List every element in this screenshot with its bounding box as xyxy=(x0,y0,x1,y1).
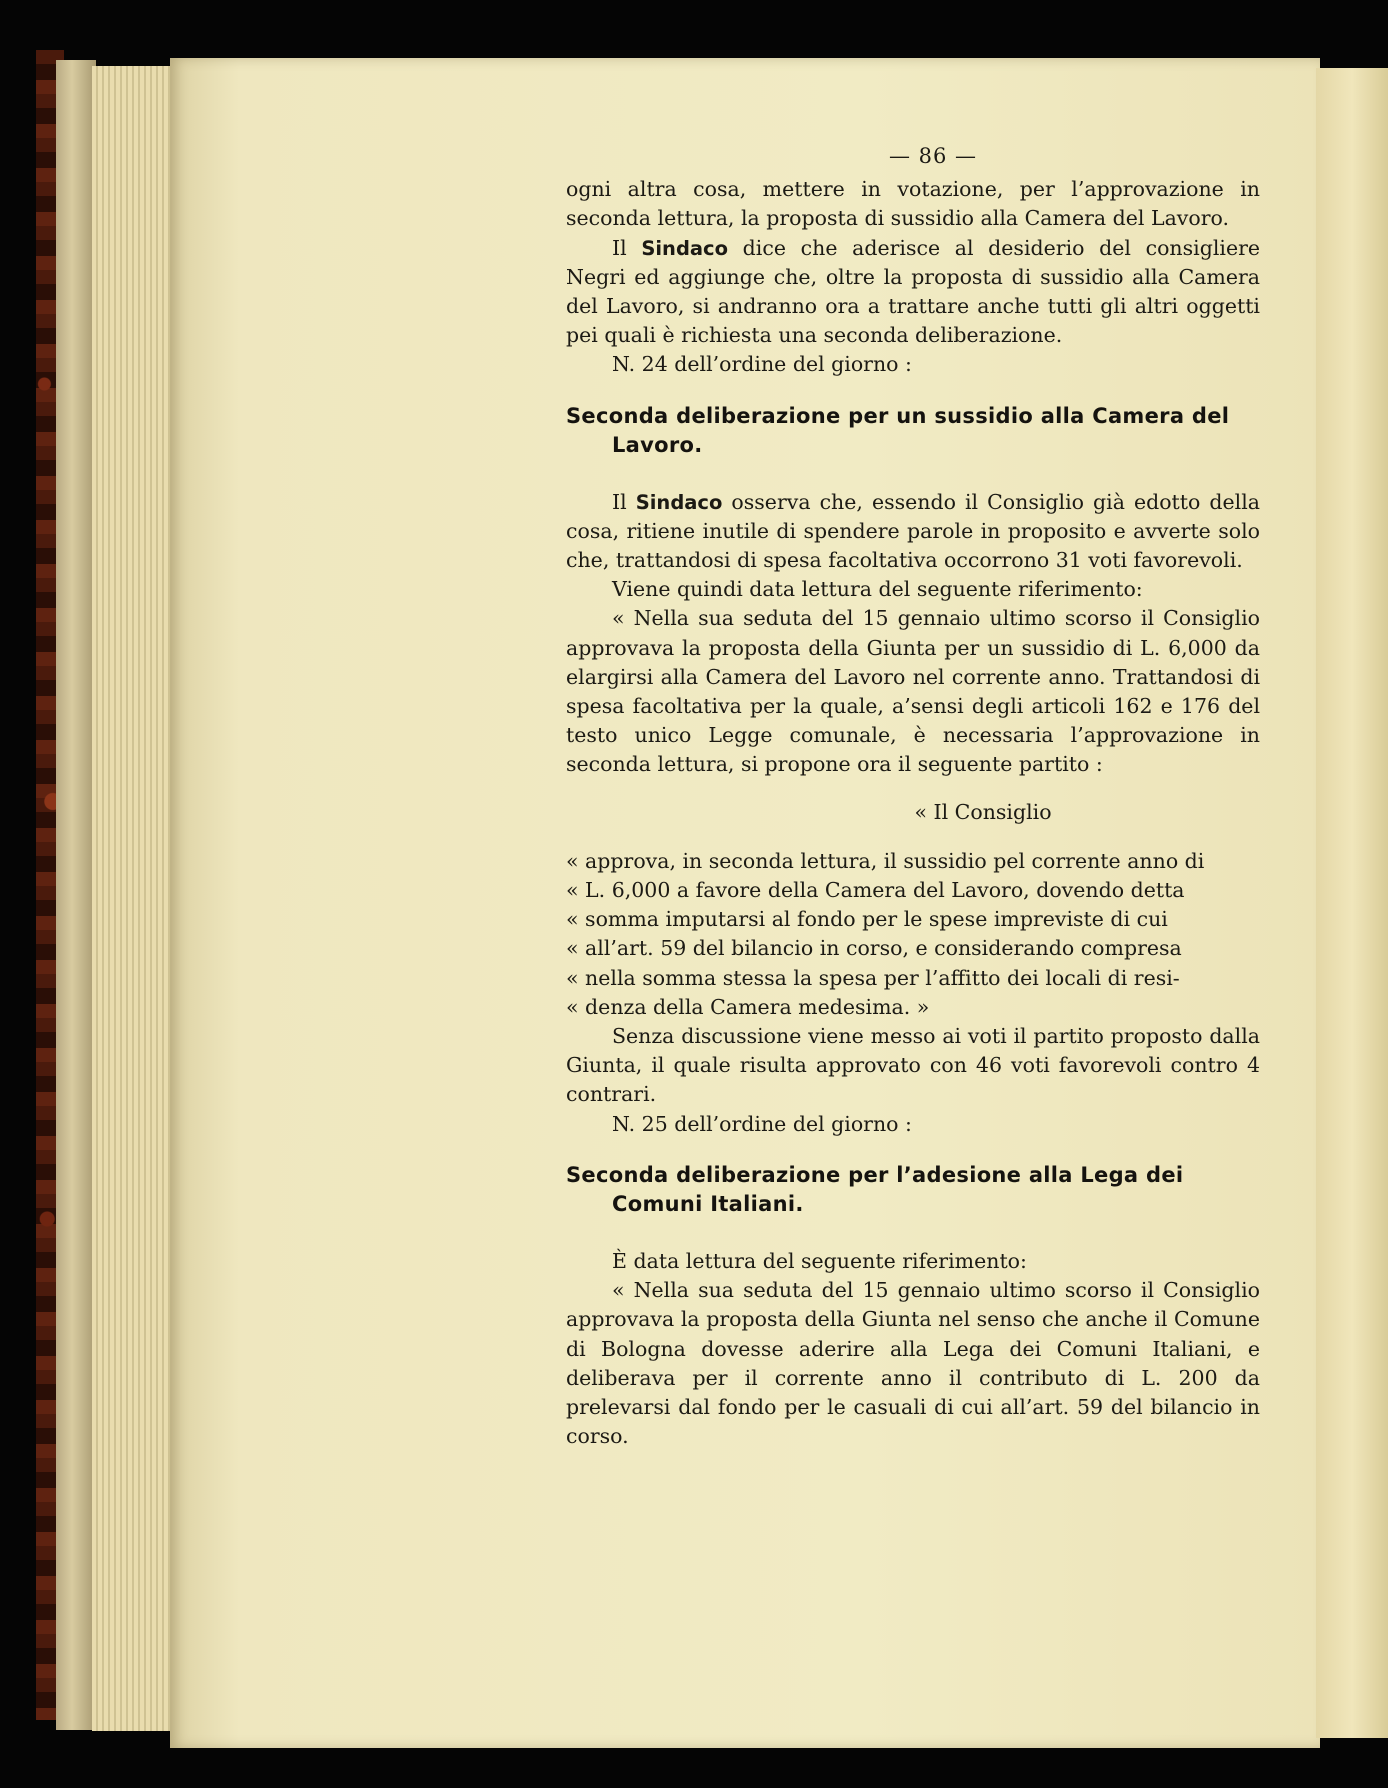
quote-line-3: « somma imputarsi al fondo per le spese impreviste di cui xyxy=(566,907,1168,932)
paragraph-2 xyxy=(566,234,1260,351)
facing-page-edge xyxy=(1316,68,1388,1738)
paragraph-1: ogni altra cosa, mettere in votazione, per l’approvazione in seconda lettura, la proposta di sussidio alla Camera del Lavoro. xyxy=(566,177,1260,231)
paragraph-2-rest: dice che aderisce al desiderio del consigliere Negri ed aggiunge che, oltre la proposta di sussidio alla Camera del Lavoro, si andranno ora a trattare anche tutti gli altri oggetti pei quali è richiesta una seconda deliberazione. xyxy=(566,235,1261,348)
page-number: — 86 — xyxy=(888,144,978,168)
book-spine xyxy=(56,60,96,1730)
paragraph-8: N. 25 dell’ordine del giorno : xyxy=(612,1111,912,1136)
quote-line-2: « L. 6,000 a favore della Camera del Lavoro, dovendo detta xyxy=(566,878,1185,903)
section-heading-1: Seconda deliberazione per un sussidio alla Camera del Lavoro. xyxy=(566,403,1230,457)
paragraph-4-prefix: Il xyxy=(612,489,636,514)
paragraph-4-rest: osserva che, essendo il Consiglio già edotto della cosa, ritiene inutile di spendere parole in proposito e avverte solo che, trattandosi di spesa facoltativa occorrono 31 voti favorevoli. xyxy=(566,489,1260,573)
paragraph-6: « Nella sua seduta del 15 gennaio ultimo scorso il Consiglio approvava la proposta della Giunta per un sussidio di L. 6,000 da elargirsi alla Camera del Lavoro nel corrente anno. Trattandosi di spesa facoltativa per la quale, a’sensi degli articoli 162 e 176 del testo unico Legge comunale, è necessaria l’approvazione in seconda lettura, si propone ora il seguente partito : xyxy=(566,606,1260,777)
paragraph-2-prefix: Il xyxy=(612,235,642,260)
quote-line-6: « denza della Camera medesima. » xyxy=(566,994,930,1019)
quote-line-4: « all’art. 59 del bilancio in corso, e considerando compresa xyxy=(566,936,1182,961)
section-heading-2: Seconda deliberazione per l’adesione alla Lega dei Comuni Italiani. xyxy=(566,1162,1184,1216)
sindaco-name: Sindaco xyxy=(641,236,729,260)
sindaco-name: Sindaco xyxy=(635,490,723,514)
paragraph-10: « Nella sua seduta del 15 gennaio ultimo scorso il Consiglio approvava la proposta della Giunta nel senso che anche il Comune di Bologna dovesse aderire alla Lega dei Comuni Italiani, e deliberava per il corrente anno il contributo di L. 200 da prelevarsi dal fondo per le casuali di cui all’art. 59 del bilancio in corso. xyxy=(566,1278,1260,1449)
paragraph-3: N. 24 dell’ordine del giorno : xyxy=(612,352,912,377)
page-stack xyxy=(92,66,172,1731)
paragraph-9: È data lettura del seguente riferimento: xyxy=(612,1248,1027,1273)
paragraph-4 xyxy=(566,488,1260,576)
quote-line-5: « nella somma stessa la spesa per l’affitto dei locali di resi- xyxy=(566,965,1180,990)
quote-line-1: « approva, in seconda lettura, il sussidio pel corrente anno di xyxy=(566,848,1205,873)
paragraph-7: Senza discussione viene messo ai voti il partito proposto dalla Giunta, il quale risulta approvato con 46 voti favorevoli contro 4 contrari. xyxy=(566,1024,1260,1107)
paragraph-5: Viene quindi data lettura del seguente riferimento: xyxy=(612,577,1143,602)
consiglio-heading: « Il Consiglio xyxy=(914,799,1052,824)
page-text xyxy=(566,142,1260,1451)
